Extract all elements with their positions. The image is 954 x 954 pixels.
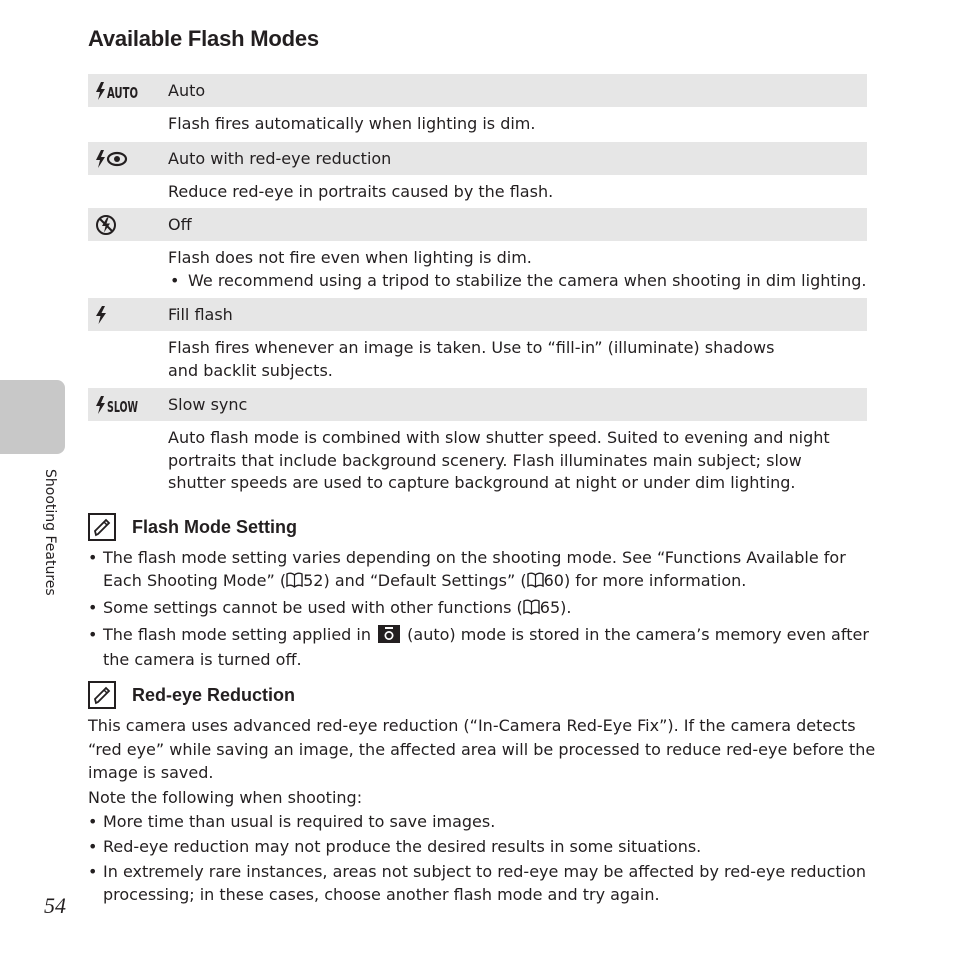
pencil-icon	[88, 513, 116, 541]
mode-bullet: • We recommend using a tripod to stabilize the camera when shooting in dim lighting.	[168, 270, 867, 293]
flash-modes-table	[88, 74, 867, 501]
mode-row-red-eye	[88, 142, 867, 175]
note-bullet	[88, 597, 878, 622]
mode-name: Fill flash	[168, 305, 233, 324]
mode-row-off	[88, 208, 867, 241]
svg-text:SLOW: SLOW	[107, 397, 139, 416]
pencil-icon	[88, 681, 116, 709]
note-paragraph: This camera uses advanced red-eye reduction (“In-Camera Red-Eye Fix”). If the camera detects “red eye” while saving an image, the affected area will be processed to reduce red-eye before the image is saved.	[88, 716, 876, 782]
note-text: The flash mode setting varies depending on the shooting mode. See “Functions Available for Each Shooting Mode” (	[103, 548, 846, 590]
note-title: Red-eye Reduction	[132, 684, 296, 705]
note-intro: Note the following when shooting:	[88, 787, 363, 807]
book-icon	[286, 572, 303, 595]
flash-slow-sync-icon	[88, 395, 168, 415]
note-text: ) for more information.	[563, 570, 747, 590]
note-bullet: • More time than usual is required to save images.	[88, 811, 878, 834]
page-title: Available Flash Modes	[88, 26, 319, 51]
mode-description	[88, 175, 867, 208]
note-bullet	[88, 547, 878, 594]
note-text: The flash mode setting applied in	[103, 624, 371, 644]
flash-auto-icon	[88, 81, 168, 101]
book-icon	[523, 599, 540, 622]
mode-description	[88, 241, 867, 298]
page-reference: 65	[539, 597, 561, 617]
page-reference: 60	[543, 570, 564, 590]
mode-description-text: Flash fires whenever an image is taken. Use to “fill-in” (illuminate) shadows and backlit subjects.	[168, 338, 775, 380]
section-tab	[0, 380, 65, 454]
mode-description-text: Reduce red-eye in portraits caused by the flash.	[168, 182, 554, 201]
camera-icon	[378, 625, 400, 650]
mode-description-text: Auto flash mode is combined with slow shutter speed. Suited to evening and night portraits that include background scenery. Flash illuminates main subject; slow shutter speeds are used to capture background at night or under dim lighting.	[168, 428, 830, 492]
note-text: Some settings cannot be used with other functions (	[103, 597, 523, 617]
note-bullet: • Red-eye reduction may not produce the desired results in some situations.	[88, 836, 878, 859]
flash-off-icon	[88, 214, 168, 236]
book-icon	[527, 572, 544, 595]
page-reference: 52	[303, 570, 324, 590]
section-label: Shooting Features	[42, 469, 58, 596]
flash-fill-icon	[88, 305, 168, 325]
page-number: 54	[44, 893, 66, 918]
mode-description	[88, 331, 867, 388]
mode-row-slow-sync	[88, 388, 867, 421]
mode-name: Off	[168, 215, 192, 234]
mode-row-auto	[88, 74, 867, 107]
note-text: ).	[560, 597, 572, 617]
note-text: (auto) mode is stored in the camera’s memory even after the camera is turned off.	[103, 624, 869, 669]
mode-name: Auto with red-eye reduction	[168, 149, 392, 168]
mode-row-fill-flash	[88, 298, 867, 331]
mode-description-text: Flash fires automatically when lighting is dim.	[168, 114, 536, 133]
red-eye-reduction-note	[88, 681, 878, 909]
mode-description-text: Flash does not fire even when lighting is dim.	[168, 248, 532, 267]
mode-description	[88, 107, 867, 142]
svg-text:AUTO: AUTO	[107, 83, 138, 102]
note-title: Flash Mode Setting	[132, 516, 298, 537]
note-bullet: • In extremely rare instances, areas not subject to red-eye may be affected by red-eye reduction processing; in these cases, choose another flash mode and try again.	[88, 861, 878, 906]
flash-red-eye-icon	[88, 149, 168, 169]
mode-description	[88, 421, 867, 501]
flash-mode-setting-note	[88, 513, 878, 674]
mode-name: Auto	[168, 81, 206, 100]
note-bullet	[88, 624, 878, 672]
note-text: ) and “Default Settings” (	[323, 570, 527, 590]
mode-name: Slow sync	[168, 395, 248, 414]
